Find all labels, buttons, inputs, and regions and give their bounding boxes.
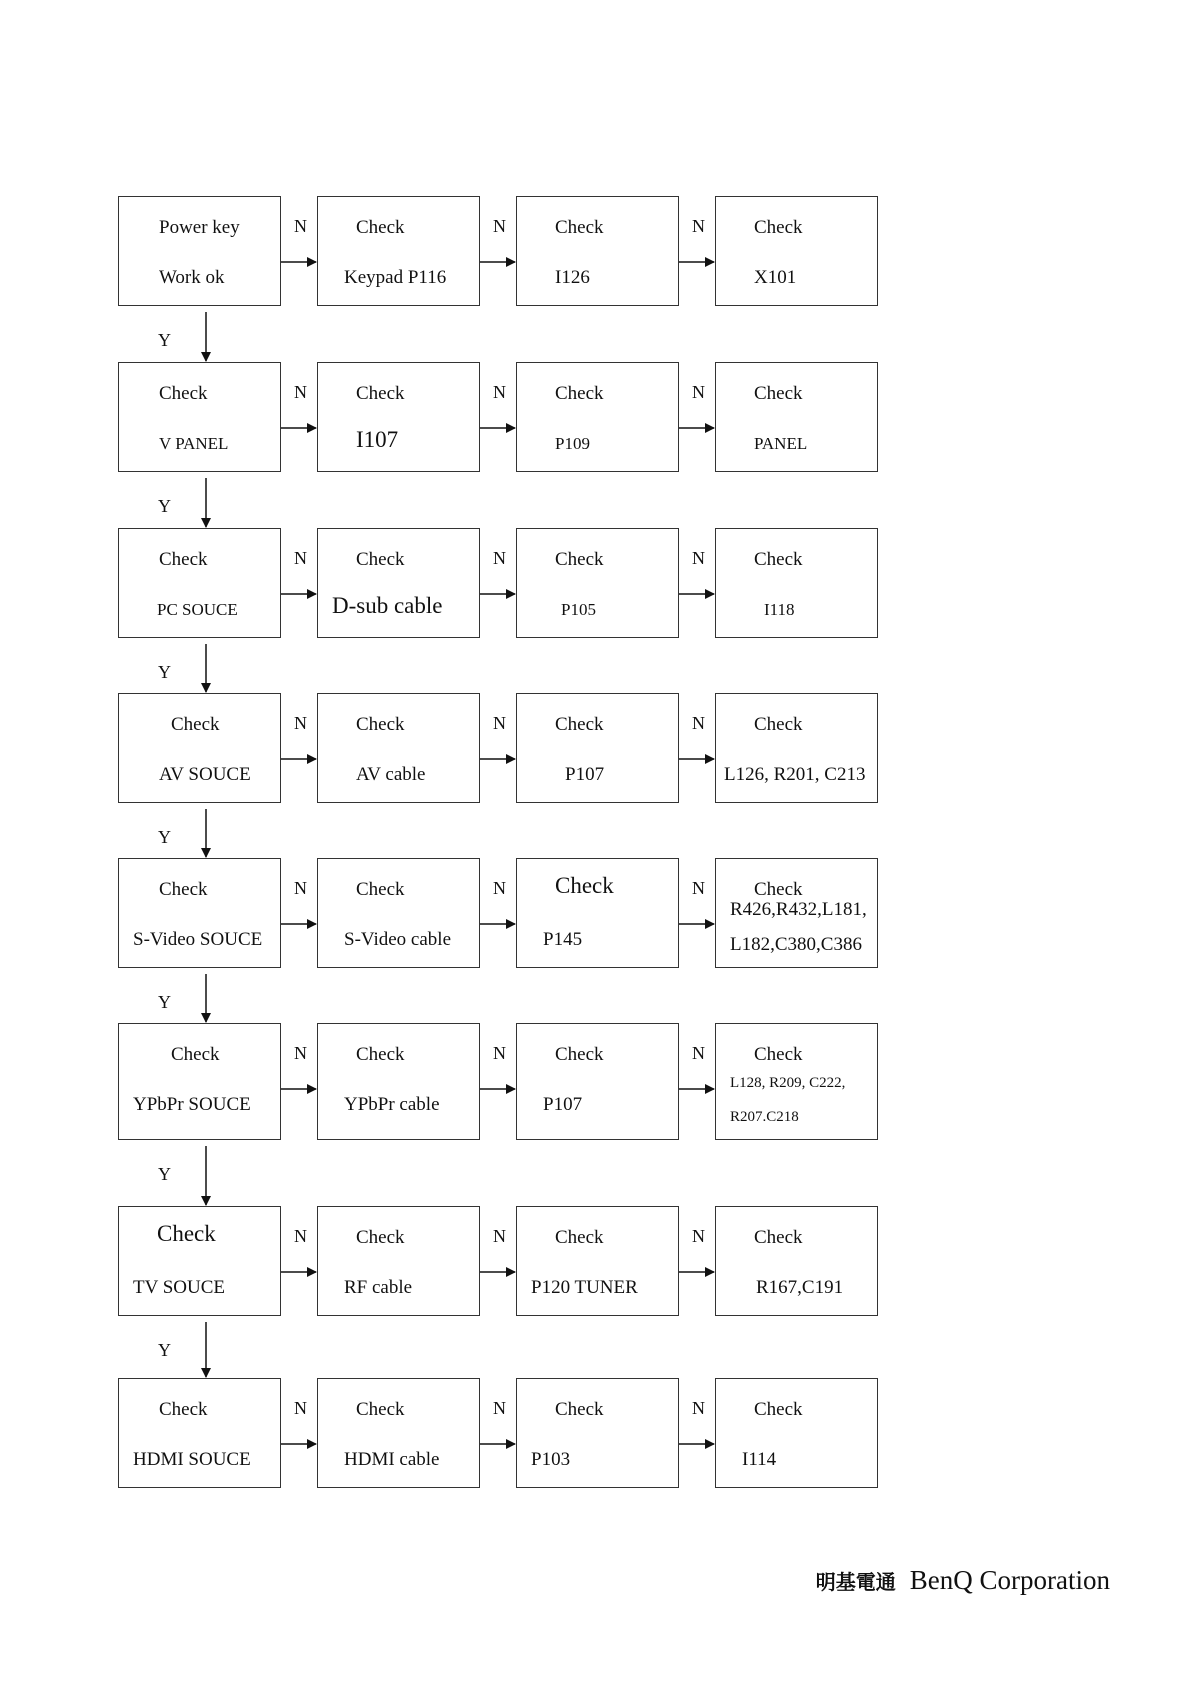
box-text-line: Check	[159, 549, 208, 570]
box-text-line: Check	[555, 549, 604, 570]
box-text-line: S-Video cable	[344, 929, 452, 950]
label-no: N	[692, 878, 705, 898]
flow-box-r7-c1	[118, 1206, 281, 1316]
flow-box-r5-c3	[516, 858, 679, 968]
box-text-line: TV SOUCE	[133, 1277, 226, 1298]
box-text-line: Check	[356, 714, 405, 735]
flow-box-r4-c1	[118, 693, 281, 803]
footer-chinese-name: 明基電通	[815, 1570, 896, 1594]
flow-box-r8-c1	[118, 1378, 281, 1488]
label-no: N	[294, 216, 307, 236]
label-no: N	[294, 1398, 307, 1418]
box-text-line: Check	[159, 383, 208, 404]
box-text-line: Check	[754, 1399, 803, 1420]
box-text-line: Check	[555, 1227, 604, 1248]
box-text-line: Work ok	[159, 267, 225, 288]
flow-box-r8-c4	[715, 1378, 878, 1488]
label-no: N	[493, 713, 506, 733]
box-text-line: P107	[565, 764, 605, 785]
box-text-line: Check	[356, 217, 405, 238]
box-text-line: RF cable	[344, 1277, 413, 1298]
box-text-line: Check	[356, 1044, 405, 1065]
box-text-line: Check	[159, 879, 208, 900]
footer-brand	[816, 1565, 1110, 1596]
flow-box-r8-c3	[516, 1378, 679, 1488]
flow-box-r2-c4	[715, 362, 878, 472]
box-text-line: L182,C380,C386	[730, 934, 862, 955]
box-text-line: Check	[356, 1227, 405, 1248]
label-no: N	[294, 1043, 307, 1063]
label-no: N	[294, 382, 307, 402]
flow-box-r4-c2	[317, 693, 480, 803]
box-text-line: I114	[742, 1449, 777, 1470]
label-yes: Y	[158, 1164, 171, 1184]
box-text-line: YPbPr SOUCE	[133, 1094, 251, 1115]
label-no: N	[493, 382, 506, 402]
box-text-line: Check	[356, 1399, 405, 1420]
box-text-line: P103	[531, 1449, 571, 1470]
label-no: N	[692, 1226, 705, 1246]
box-text-line: Check	[754, 1044, 803, 1065]
box-text-line: I118	[764, 600, 795, 619]
label-no: N	[294, 1226, 307, 1246]
box-text-line: Check	[754, 714, 803, 735]
flow-box-r2-c3	[516, 362, 679, 472]
label-no: N	[692, 1398, 705, 1418]
box-text-line: Check	[159, 1399, 208, 1420]
box-text-line: P120 TUNER	[531, 1277, 638, 1298]
label-yes: Y	[158, 662, 171, 682]
box-text-line: L126, R201, C213	[724, 764, 866, 785]
box-text-line: Check	[171, 1044, 220, 1065]
label-no: N	[493, 1398, 506, 1418]
box-text-line: Check	[754, 879, 803, 900]
flow-box-r7-c4	[715, 1206, 878, 1316]
box-text-line: Check	[754, 217, 803, 238]
label-yes: Y	[158, 1340, 171, 1360]
box-text-line: Check	[171, 714, 220, 735]
label-yes: Y	[158, 330, 171, 350]
box-text-line: P107	[543, 1094, 583, 1115]
label-no: N	[493, 216, 506, 236]
box-text-line: L128, R209, C222,	[730, 1075, 846, 1091]
box-text-line: AV SOUCE	[159, 764, 251, 785]
flow-box-r6-c1	[118, 1023, 281, 1140]
flow-box-r6-c3	[516, 1023, 679, 1140]
box-text-line: Check	[555, 714, 604, 735]
label-no: N	[692, 713, 705, 733]
label-yes: Y	[158, 496, 171, 516]
label-no: N	[294, 713, 307, 733]
flow-box-r8-c2	[317, 1378, 480, 1488]
box-text-line: R207.C218	[730, 1109, 799, 1125]
footer-company-name: BenQ Corporation	[909, 1565, 1110, 1595]
box-text-line: S-Video SOUCE	[133, 929, 263, 950]
label-yes: Y	[158, 992, 171, 1012]
box-text-line: Check	[157, 1221, 216, 1246]
box-text-line: HDMI cable	[344, 1449, 440, 1470]
flow-box-r1-c2	[317, 196, 480, 306]
box-text-line: Check	[555, 383, 604, 404]
box-text-line: Keypad P116	[344, 267, 447, 288]
flow-box-r3-c4	[715, 528, 878, 638]
box-text-line: Check	[754, 383, 803, 404]
flow-box-r2-c1	[118, 362, 281, 472]
flow-box-r5-c2	[317, 858, 480, 968]
box-text-line: Check	[356, 879, 405, 900]
label-no: N	[692, 1043, 705, 1063]
box-text-line: D-sub cable	[332, 593, 443, 618]
flow-box-r7-c2	[317, 1206, 480, 1316]
box-text-line: I126	[555, 267, 590, 288]
label-no: N	[493, 878, 506, 898]
flow-box-r3-c2	[317, 528, 480, 638]
box-text-line: R426,R432,L181,	[730, 899, 867, 920]
label-no: N	[493, 1226, 506, 1246]
flow-box-r5-c4	[715, 858, 878, 968]
flow-box-r6-c2	[317, 1023, 480, 1140]
flow-box-r7-c3	[516, 1206, 679, 1316]
label-no: N	[294, 548, 307, 568]
box-text-line: V PANEL	[159, 434, 229, 453]
label-no: N	[692, 548, 705, 568]
box-text-line: P109	[555, 434, 590, 453]
flow-box-r3-c1	[118, 528, 281, 638]
box-text-line: Check	[754, 1227, 803, 1248]
label-no: N	[294, 878, 307, 898]
box-text-line: Check	[555, 873, 614, 898]
flow-box-r1-c4	[715, 196, 878, 306]
flow-box-r6-c4	[715, 1023, 878, 1140]
box-text-line: Check	[754, 549, 803, 570]
box-text-line: R167,C191	[756, 1277, 844, 1298]
box-text-line: Check	[555, 1044, 604, 1065]
box-text-line: X101	[754, 267, 797, 288]
box-text-line: AV cable	[356, 764, 426, 785]
box-text-line: PC SOUCE	[157, 600, 238, 619]
flow-box-r3-c3	[516, 528, 679, 638]
flow-box-r1-c1	[118, 196, 281, 306]
box-text-line: P145	[543, 929, 583, 950]
box-text-line: Check	[356, 549, 405, 570]
label-no: N	[493, 548, 506, 568]
flow-box-r2-c2	[317, 362, 480, 472]
label-no: N	[692, 382, 705, 402]
box-text-line: P105	[561, 600, 596, 619]
label-no: N	[692, 216, 705, 236]
box-text-line: Check	[555, 217, 604, 238]
label-yes: Y	[158, 827, 171, 847]
box-text-line: Check	[555, 1399, 604, 1420]
box-text-line: YPbPr cable	[344, 1094, 440, 1115]
label-no: N	[493, 1043, 506, 1063]
box-text-line: I107	[356, 427, 399, 452]
box-text-line: HDMI SOUCE	[133, 1449, 251, 1470]
flow-box-r1-c3	[516, 196, 679, 306]
box-text-line: PANEL	[754, 434, 808, 453]
flow-box-r4-c4	[715, 693, 878, 803]
flow-box-r4-c3	[516, 693, 679, 803]
flow-box-r5-c1	[118, 858, 281, 968]
box-text-line: Power key	[159, 217, 240, 238]
box-text-line: Check	[356, 383, 405, 404]
